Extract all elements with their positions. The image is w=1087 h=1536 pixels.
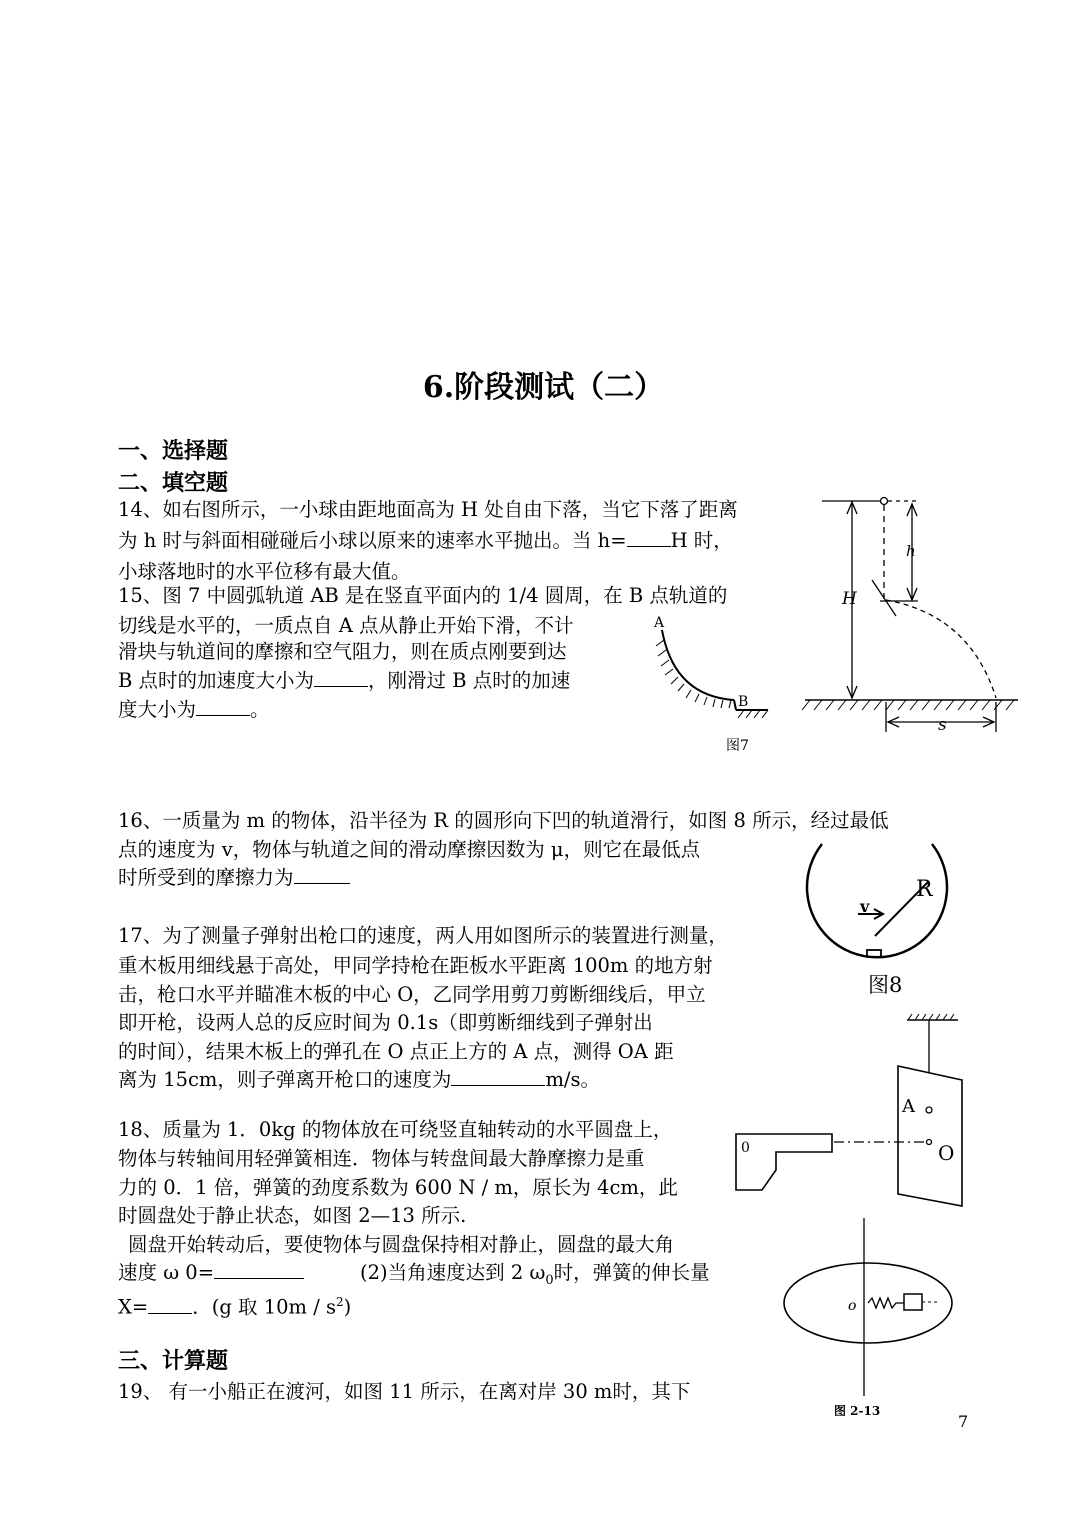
q16-line1: 16、一质量为 m 的物体，沿半径为 R 的圆形向下凹的轨道滑行，如图 8 所示，经过最低 — [118, 809, 889, 832]
label-A: A — [902, 1096, 915, 1117]
q15-line4: B 点时的加速度大小为 ，刚滑过 B 点时的加速 — [118, 665, 570, 696]
label-O: O — [938, 1141, 955, 1165]
projectile-path-dashed — [886, 600, 996, 698]
section-heading-fill: 二、填空题 — [118, 470, 229, 496]
q18-line7: X= ．(g 取 $10m / s^2$) — [118, 1287, 351, 1323]
q17-line6: 离为 15cm，则子弹离开枪口的速度为 m/s。 — [118, 1064, 600, 1095]
figure-8-caption: 图8 — [868, 973, 903, 997]
figure-q14-projectile — [800, 490, 1025, 735]
q14-answer-blank[interactable] — [627, 526, 671, 547]
figure-q17-gun-board — [732, 1010, 972, 1210]
page-number: 7 — [958, 1412, 969, 1431]
q18-line5: 圆盘开始转动后，要使物体与圆盘保持相对静止，圆盘的最大角 — [128, 1233, 675, 1256]
q17-line4: 即开枪，设两人总的反应时间为 0.1s（即剪断细线到子弹射出 — [118, 1011, 653, 1034]
gun-shape — [736, 1134, 832, 1190]
q18-line6: 速度 ω 0= (2)当角速度达到 2 $\omega_0$时，弹簧的伸长量 — [118, 1257, 710, 1296]
gun-label: 0 — [741, 1140, 750, 1156]
q15-line5: 度大小为 。 — [118, 694, 270, 725]
section-heading-calc: 三、计算题 — [118, 1348, 229, 1374]
q17-line5: 的时间），结果木板上的弹孔在 O 点正上方的 A 点，测得 OA 距 — [118, 1040, 674, 1063]
q17-line1: 17、为了测量子弹射出枪口的速度，两人用如图所示的装置进行测量， — [118, 924, 728, 947]
q17-line2: 重木板用细线悬于高处，甲同学持枪在距板水平距离 100m 的地方射 — [118, 954, 713, 977]
label-A: A — [654, 615, 665, 631]
q18-line4: 时圆盘处于静止状态，如图 2—13 所示. — [118, 1204, 467, 1227]
figure-7-arc-track — [640, 612, 780, 760]
label-h: h — [906, 542, 916, 560]
q14-line3: 小球落地时的水平位移有最大值。 — [118, 560, 411, 583]
q19-line1: 19、 有一小船正在渡河，如图 11 所示，在离对岸 30 m时，其下 — [118, 1380, 691, 1403]
q16-line2: 点的速度为 v，物体与轨道之间的滑动摩擦因数为 μ，则它在最低点 — [118, 838, 701, 861]
q15-answer-blank-2[interactable] — [196, 695, 250, 716]
block-object — [904, 1294, 922, 1310]
q18-answer-blank-1[interactable] — [214, 1258, 304, 1279]
q16-answer-blank[interactable] — [294, 863, 350, 884]
figure-7-caption: 图7 — [726, 738, 749, 754]
q15-line1: 15、图 7 中圆弧轨道 AB 是在竖直平面内的 1/4 圆周，在 B 点轨道的 — [118, 584, 728, 607]
q17-line3: 击，枪口水平并瞄准木板的中心 O，乙同学用剪刀剪断细线后，甲立 — [118, 983, 706, 1006]
q18-line3: 力的 0．1 倍，弹簧的劲度系数为 600 N / m，原长为 4cm，此 — [118, 1176, 678, 1199]
label-v: v — [860, 897, 870, 916]
label-H: H — [842, 589, 857, 609]
q15-line3: 滑块与轨道间的摩擦和空气阻力，则在质点刚要到达 — [118, 640, 567, 663]
figure-8-circular-track — [800, 836, 950, 1001]
wooden-board — [898, 1066, 962, 1206]
q15-answer-blank-1[interactable] — [314, 666, 368, 687]
figure-2-13-caption: 图 2-13 — [834, 1404, 881, 1416]
ball-icon — [881, 498, 888, 505]
figure-2-13-rotating-disc — [778, 1216, 958, 1416]
label-B: B — [738, 694, 749, 710]
section-heading-choice: 一、选择题 — [118, 438, 229, 464]
q14-line1: 14、如右图所示，一小球由距地面高为 H 处自由下落，当它下落了距离 — [118, 498, 738, 521]
q18-line1: 18、质量为 1．0kg 的物体放在可绕竖直轴转动的水平圆盘上， — [118, 1118, 673, 1141]
label-R: R — [916, 877, 933, 902]
q17-answer-blank[interactable] — [451, 1065, 545, 1086]
q18-line2: 物体与转轴间用轻弹簧相连．物体与转盘间最大静摩擦力是重 — [118, 1147, 645, 1170]
q18-answer-blank-2[interactable] — [148, 1293, 192, 1314]
q15-line2: 切线是水平的，一质点自 A 点从静止开始下滑，不计 — [118, 614, 574, 637]
spring-icon — [868, 1298, 904, 1308]
label-o: o — [848, 1298, 857, 1314]
arc-track — [662, 630, 734, 700]
q14-line2: 为 h 时与斜面相碰碰后小球以原来的速率水平抛出。当 h= H 时， — [118, 525, 733, 556]
label-s: s — [938, 715, 947, 735]
q16-line3: 时所受到的摩擦力为 — [118, 862, 350, 893]
page-title: 6.阶段测试（二） — [422, 370, 665, 405]
